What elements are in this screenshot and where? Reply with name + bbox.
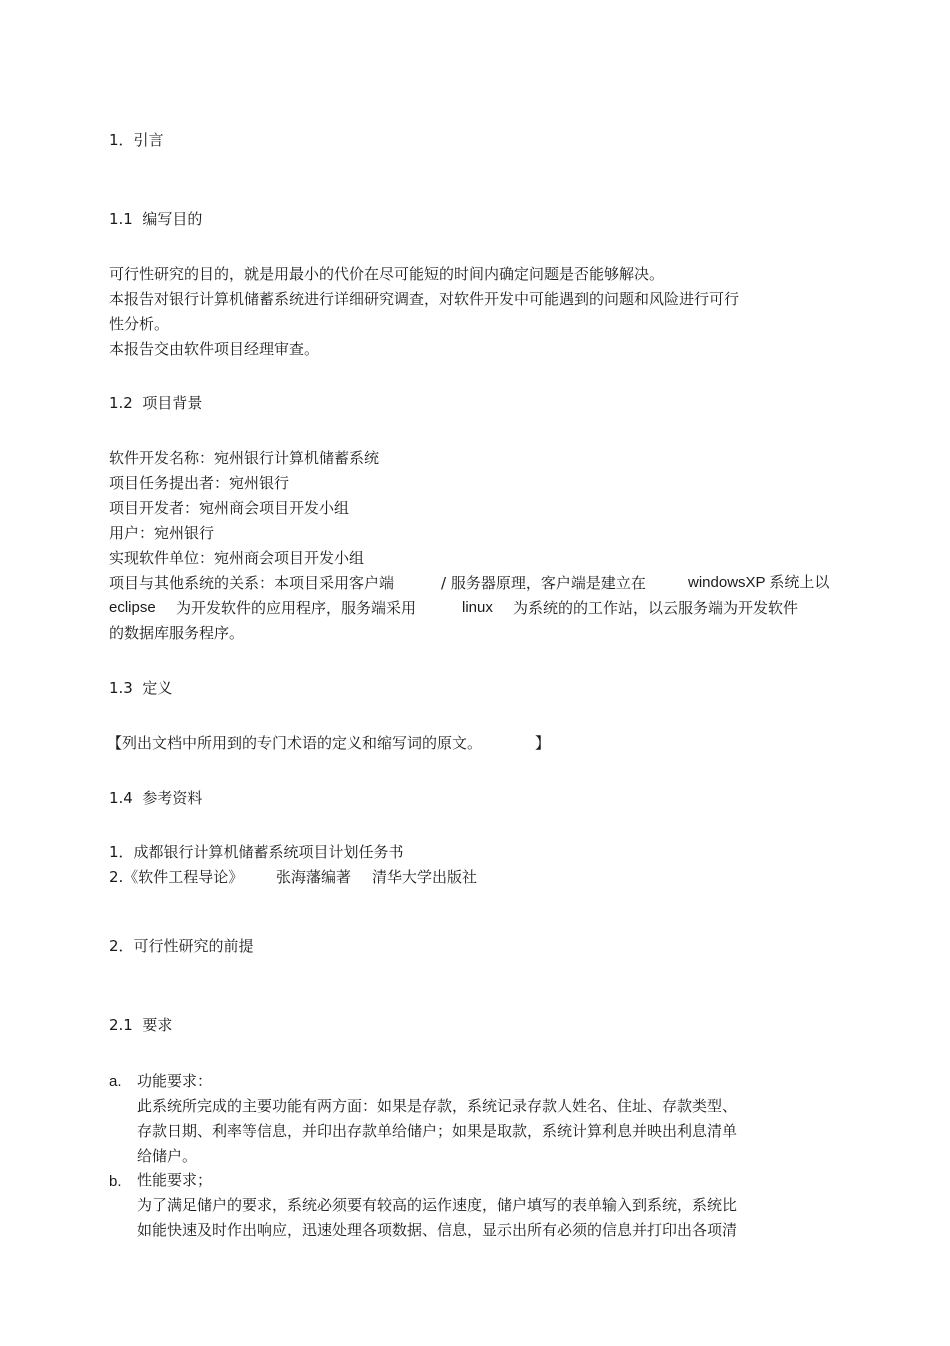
section-2-1-heading: 2.1 要求: [109, 1016, 173, 1034]
requirement-b-title: 性能要求；: [137, 1171, 213, 1189]
background-relation-line-3: 的数据库服务程序。: [109, 624, 245, 642]
section-2-heading: 2．可行性研究的前提: [109, 937, 254, 955]
requirement-a-marker: a.: [109, 1073, 122, 1090]
section-1-4-heading: 1.4 参考资料: [109, 789, 203, 807]
background-implementing-unit: 实现软件单位：宛州商会项目开发小组: [109, 549, 365, 567]
section-1-1-heading: 1.1 编写目的: [109, 210, 203, 228]
section-1-3-heading: 1.3 定义: [109, 679, 173, 697]
section-1-heading: 1．引言: [109, 131, 164, 149]
purpose-paragraph-1: 可行性研究的目的，就是用最小的代价在尽可能短的时间内确定问题是否能够解决。: [109, 265, 665, 283]
requirement-a-line-2: 存款日期、利率等信息，并印出存款单给储户；如果是取款，系统计算利息并映出利息清单: [137, 1122, 738, 1140]
reference-1: 1．成都银行计算机储蓄系统项目计划任务书: [109, 843, 404, 861]
requirement-b-marker: b.: [109, 1173, 122, 1190]
background-relation-line-1b: / 服务器原理，客户端是建立在: [441, 574, 646, 592]
background-user: 用户：宛州银行: [109, 524, 215, 542]
background-proposer: 项目任务提出者：宛州银行: [109, 474, 290, 492]
reference-2-publisher: 清华大学出版社: [372, 868, 478, 886]
requirement-b-line-2: 如能快速及时作出响应，迅速处理各项数据、信息，显示出所有必须的信息并打印出各项清: [137, 1221, 738, 1239]
purpose-paragraph-3: 本报告交由软件项目经理审查。: [109, 340, 320, 358]
requirement-b-line-1: 为了满足储户的要求，系统必须要有较高的运作速度，储户填写的表单输入到系统，系统比: [137, 1196, 738, 1214]
section-1-2-heading: 1.2 项目背景: [109, 394, 203, 412]
background-relation-line-2b: 为开发软件的应用程序，服务端采用: [176, 599, 417, 617]
background-relation-line-2c: linux: [462, 599, 493, 616]
requirement-a-title: 功能要求：: [137, 1072, 213, 1090]
purpose-paragraph-2-line-2: 性分析。: [109, 315, 170, 333]
background-software-name: 软件开发名称：宛州银行计算机储蓄系统: [109, 449, 380, 467]
background-developer: 项目开发者：宛州商会项目开发小组: [109, 499, 350, 517]
purpose-paragraph-2-line-1: 本报告对银行计算机储蓄系统进行详细研究调查，对软件开发中可能遇到的问题和风险进行可行: [109, 290, 740, 308]
background-relation-line-2d: 为系统的的工作站，以云服务端为开发软件: [513, 599, 799, 617]
requirement-a-line-1: 此系统所完成的主要功能有两方面：如果是存款，系统记录存款人姓名、住址、存款类型、: [137, 1097, 738, 1115]
reference-2-title: 2.《软件工程导论》: [109, 868, 244, 886]
definition-note-close-bracket: 】: [535, 734, 551, 752]
definition-note: 【列出文档中所用到的专门术语的定义和缩写词的原文。: [107, 734, 483, 752]
background-relation-line-2a: eclipse: [109, 599, 156, 616]
background-relation-line-1a: 项目与其他系统的关系：本项目采用客户端: [109, 574, 395, 592]
requirement-a-line-3: 给储户。: [137, 1147, 198, 1165]
background-relation-line-1c: windowsXP 系统上以: [688, 574, 830, 591]
reference-2-author: 张海藩编著: [276, 868, 352, 886]
